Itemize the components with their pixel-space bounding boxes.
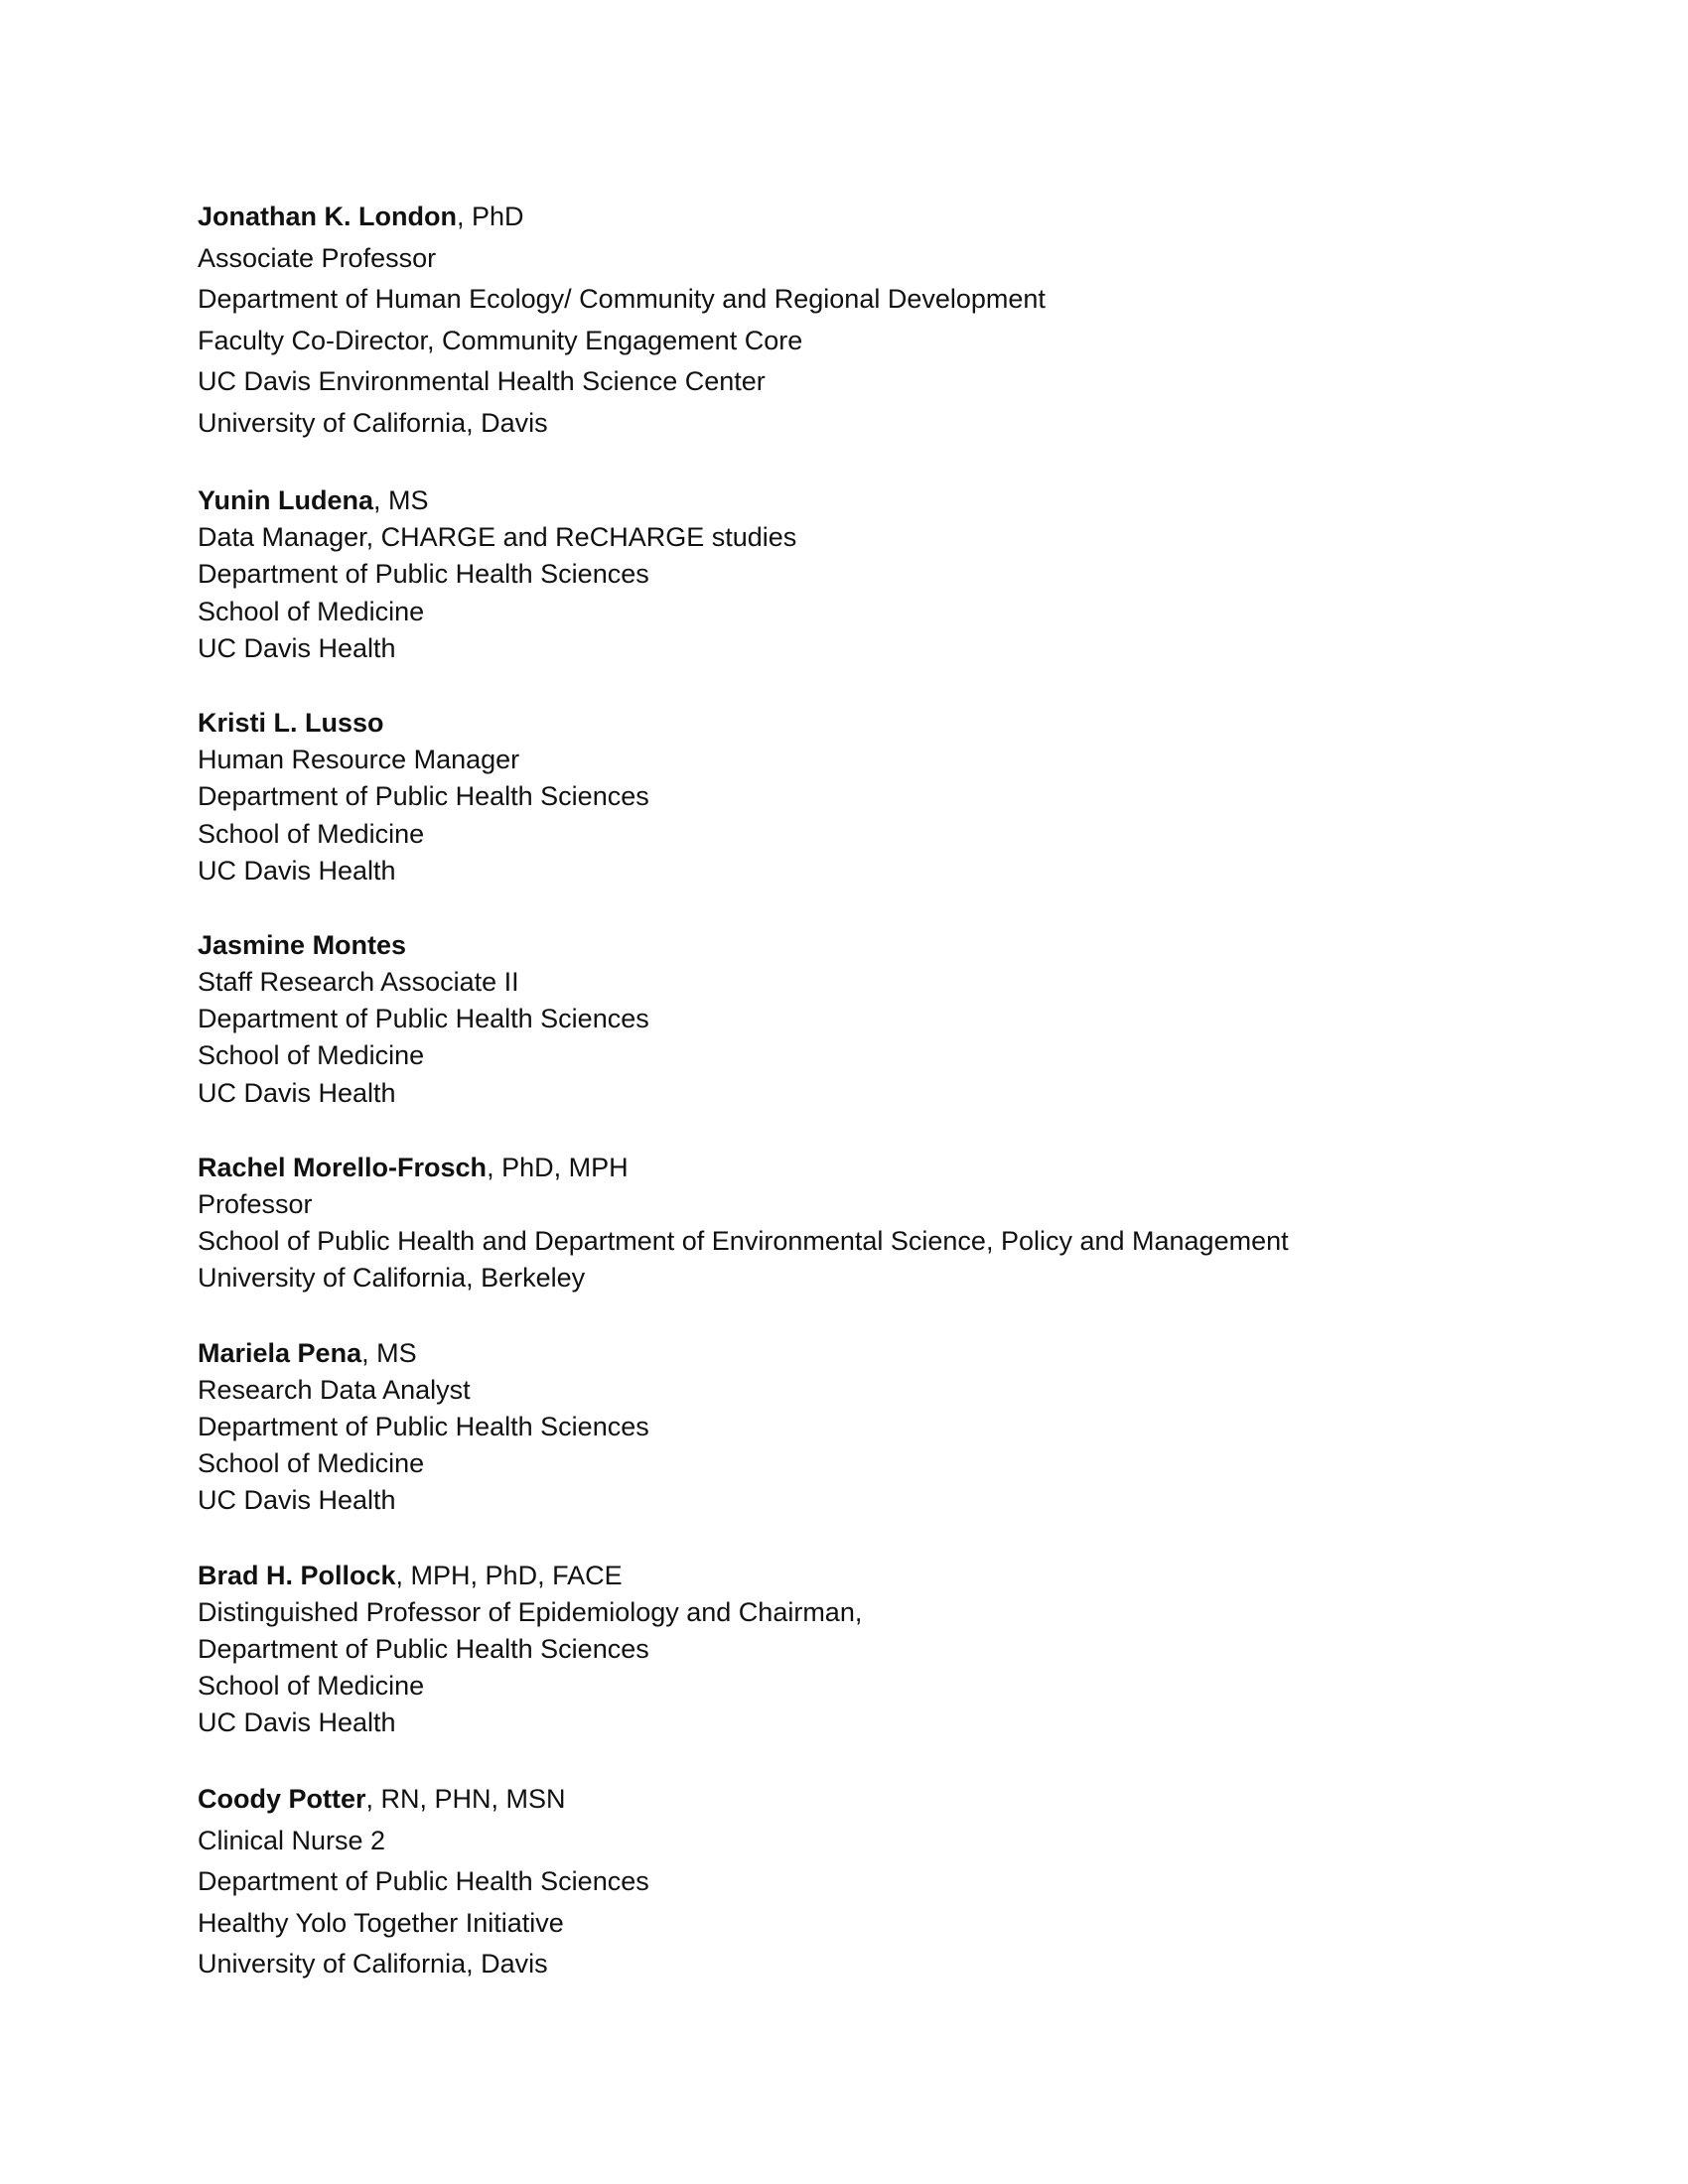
person-detail-line: Research Data Analyst bbox=[198, 1374, 471, 1405]
person-detail-line: Department of Public Health Sciences bbox=[198, 559, 649, 590]
person-detail-line: Staff Research Associate II bbox=[198, 967, 519, 998]
person-detail-line: University of California, Davis bbox=[198, 407, 548, 438]
person-entry-potter bbox=[198, 1779, 1588, 1985]
person-detail-line: Department of Human Ecology/ Community and Regional Development bbox=[198, 284, 1046, 314]
person-detail-line: Clinical Nurse 2 bbox=[198, 1825, 386, 1855]
person-detail-line: Professor bbox=[198, 1189, 313, 1219]
person-detail-line: UC Davis Health bbox=[198, 1077, 396, 1108]
person-heading bbox=[198, 482, 1588, 519]
person-entry-montes bbox=[198, 927, 1588, 1112]
person-entry-lusso bbox=[198, 705, 1588, 889]
person-name: Rachel Morello-Frosch bbox=[198, 1152, 488, 1182]
person-heading bbox=[198, 927, 1588, 964]
person-detail-line: UC Davis Environmental Health Science Center bbox=[198, 366, 766, 396]
person-detail-line: Department of Public Health Sciences bbox=[198, 1411, 649, 1441]
person-detail-line: University of California, Davis bbox=[198, 1949, 548, 1979]
person-name: Kristi L. Lusso bbox=[198, 707, 384, 738]
person-credentials: , MS bbox=[373, 485, 429, 515]
person-name: Jonathan K. London bbox=[198, 202, 457, 231]
person-detail-line: School of Public Health and Department of Environmental Science, Policy and Management bbox=[198, 1226, 1289, 1257]
person-detail-line: Faculty Co-Director, Community Engagement Core bbox=[198, 325, 803, 355]
person-detail-line: Healthy Yolo Together Initiative bbox=[198, 1907, 564, 1938]
person-detail-line: Data Manager, CHARGE and ReCHARGE studies bbox=[198, 522, 797, 553]
person-entry-pena bbox=[198, 1335, 1588, 1520]
person-detail-line: UC Davis Health bbox=[198, 632, 396, 663]
person-detail-line: UC Davis Health bbox=[198, 1485, 396, 1516]
person-entry-ludena bbox=[198, 482, 1588, 667]
person-detail-line: School of Medicine bbox=[198, 596, 425, 626]
person-detail-line: Department of Public Health Sciences bbox=[198, 1004, 649, 1034]
person-heading bbox=[198, 197, 1588, 238]
person-entry-morello-frosch bbox=[198, 1150, 1588, 1297]
person-detail-line: UC Davis Health bbox=[198, 855, 396, 886]
person-credentials: , PhD bbox=[456, 202, 524, 231]
person-credentials: , RN, PHN, MSN bbox=[365, 1784, 566, 1815]
person-heading bbox=[198, 705, 1588, 742]
person-detail-line: University of California, Berkeley bbox=[198, 1263, 586, 1294]
person-detail-line: School of Medicine bbox=[198, 1671, 425, 1702]
person-heading bbox=[198, 1335, 1588, 1372]
person-heading bbox=[198, 1779, 1588, 1821]
person-detail-line: Department of Public Health Sciences bbox=[198, 1633, 649, 1664]
person-detail-line: UC Davis Health bbox=[198, 1707, 396, 1738]
person-name: Mariela Pena bbox=[198, 1337, 362, 1368]
person-heading bbox=[198, 1150, 1588, 1186]
person-detail-line: School of Medicine bbox=[198, 818, 425, 849]
person-name: Coody Potter bbox=[198, 1784, 366, 1815]
person-detail-line: Department of Public Health Sciences bbox=[198, 781, 649, 812]
people-list bbox=[198, 197, 1588, 1985]
person-detail-line: Distinguished Professor of Epidemiology and Chairman, bbox=[198, 1596, 863, 1627]
person-detail-line: Associate Professor bbox=[198, 242, 437, 273]
person-credentials: , PhD, MPH bbox=[487, 1152, 629, 1182]
person-credentials: , MPH, PhD, FACE bbox=[395, 1560, 623, 1590]
person-name: Jasmine Montes bbox=[198, 929, 407, 960]
person-entry-pollock bbox=[198, 1558, 1588, 1742]
person-detail-line: Human Resource Manager bbox=[198, 745, 520, 775]
person-credentials: , MS bbox=[361, 1337, 417, 1368]
person-name: Yunin Ludena bbox=[198, 485, 374, 515]
person-detail-line: Department of Public Health Sciences bbox=[198, 1866, 649, 1897]
person-heading bbox=[198, 1558, 1588, 1594]
person-name: Brad H. Pollock bbox=[198, 1560, 396, 1590]
person-detail-line: School of Medicine bbox=[198, 1040, 425, 1071]
person-detail-line: School of Medicine bbox=[198, 1448, 425, 1479]
person-entry-london bbox=[198, 197, 1588, 444]
